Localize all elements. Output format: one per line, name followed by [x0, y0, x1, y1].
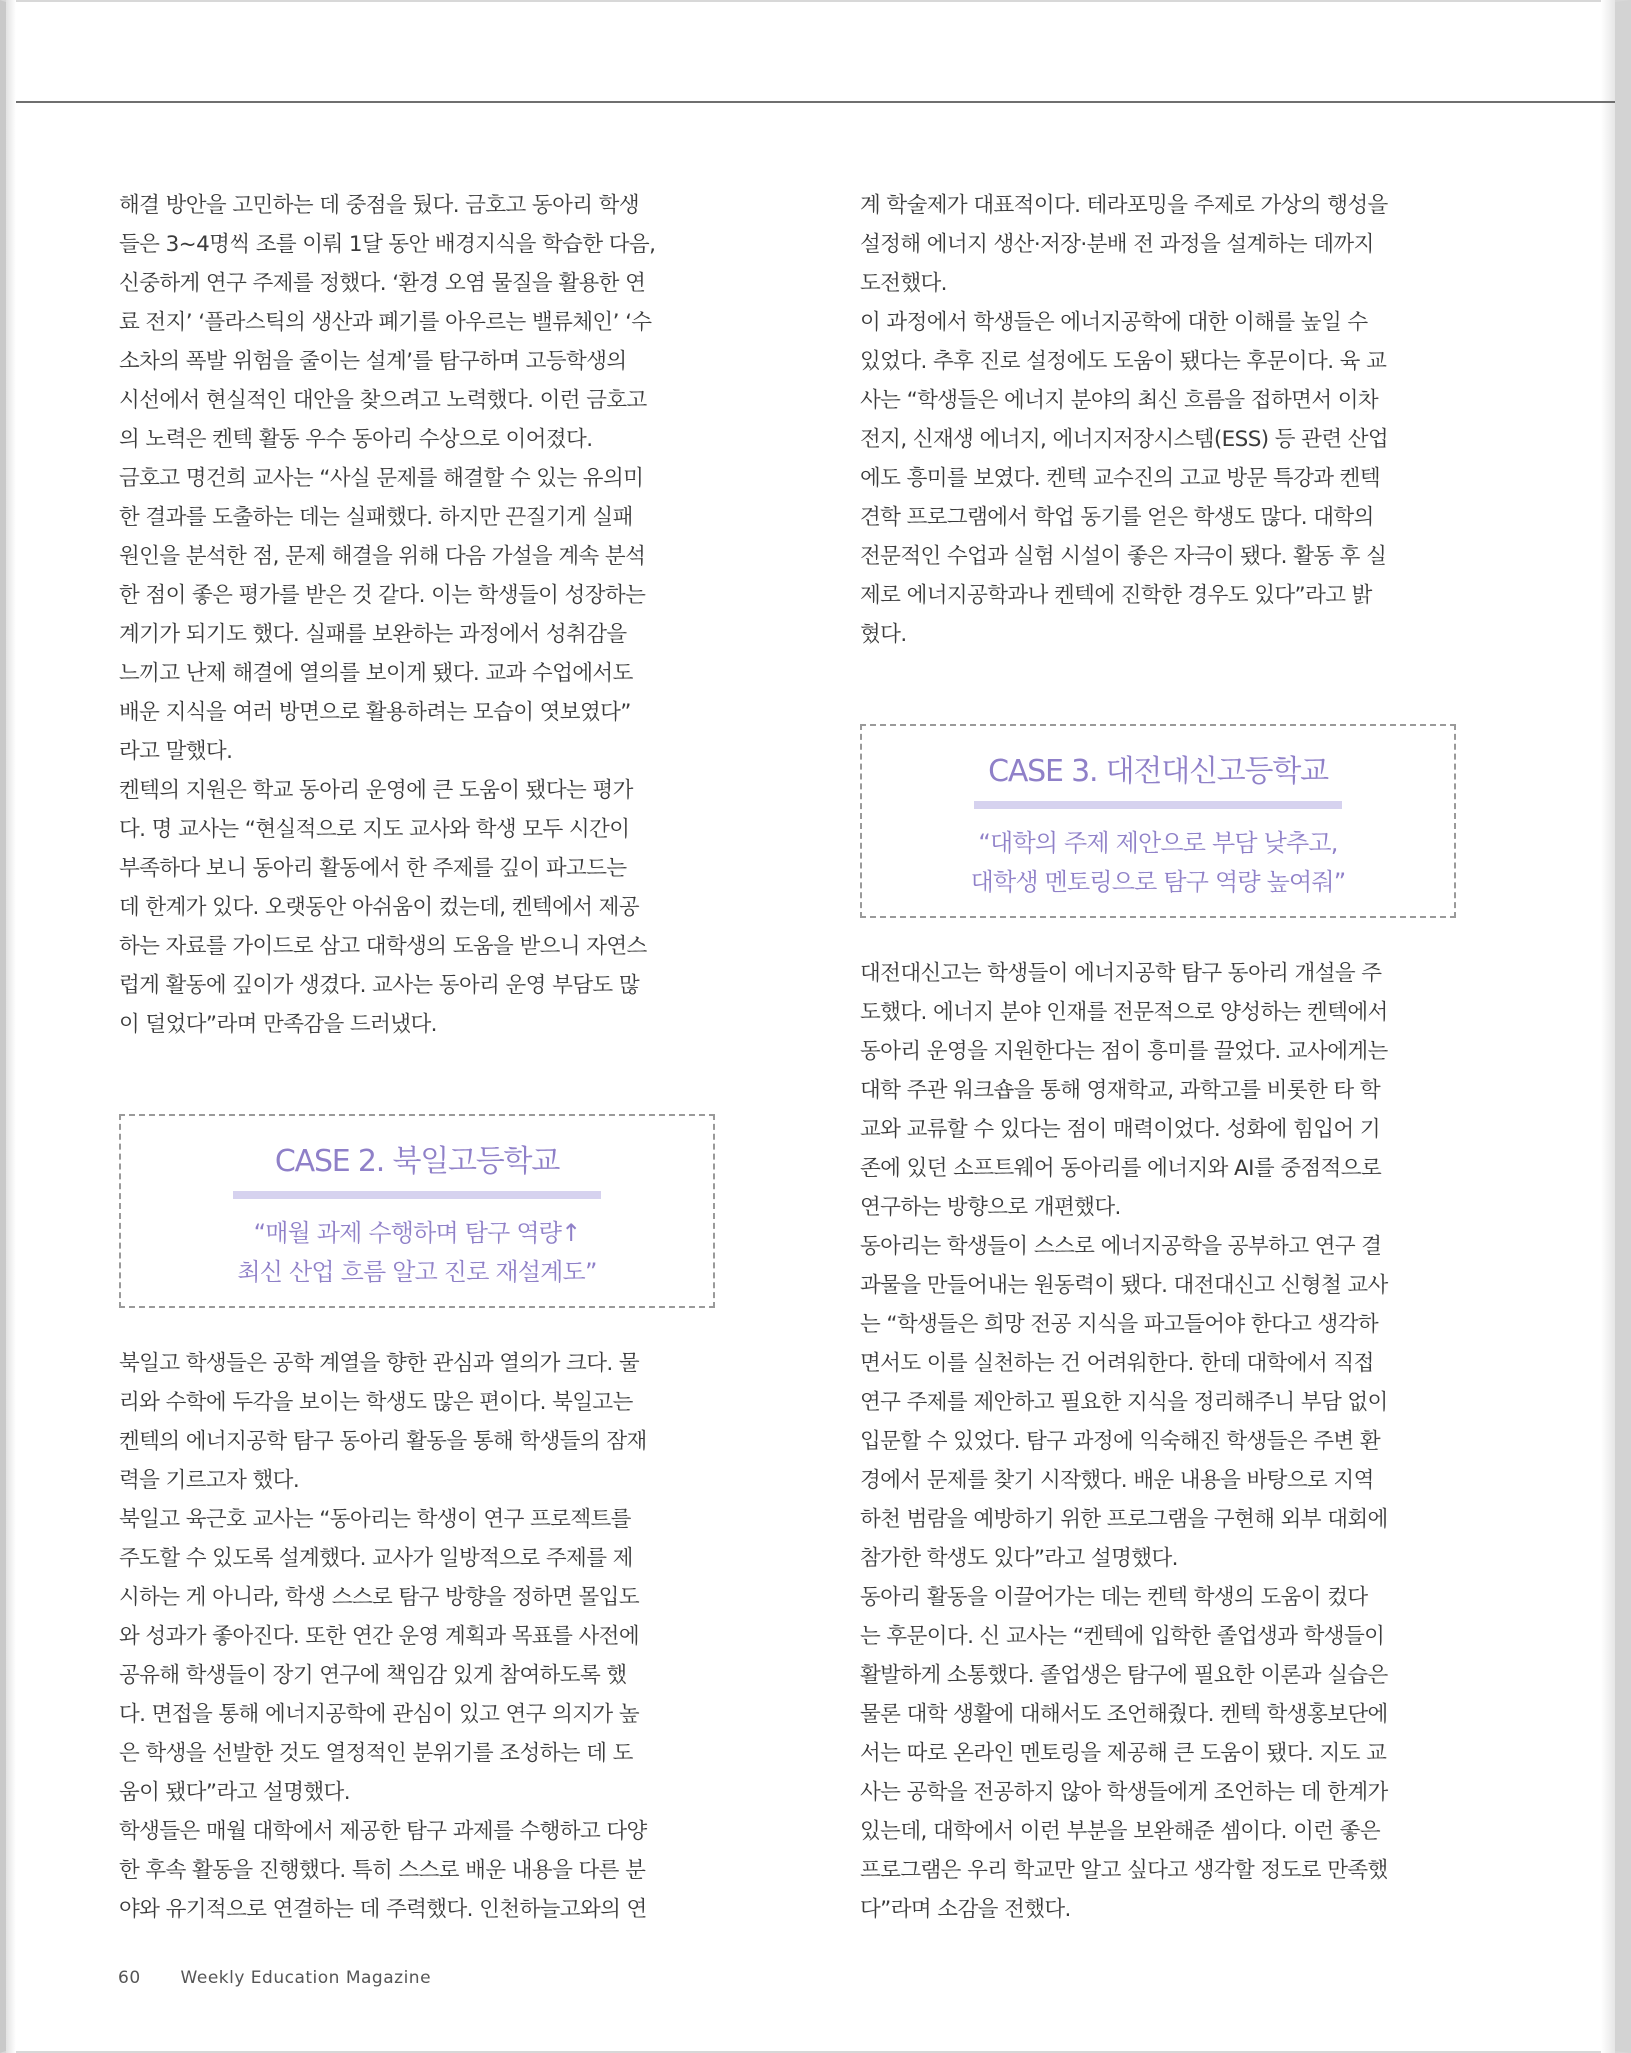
text-line: 는 “학생들은 희망 전공 지식을 파고들어야 한다고 생각하 — [860, 1312, 1379, 1337]
text-line: 면서도 이를 실천하는 건 어려워한다. 한데 대학에서 직접 — [860, 1351, 1374, 1376]
text-line: 이 덜었다”라며 만족감을 드러냈다. — [119, 1012, 437, 1037]
text-line: 다”라며 소감을 전했다. — [860, 1897, 1071, 1922]
text-line: 대전대신고는 학생들이 에너지공학 탐구 동아리 개설을 주 — [860, 961, 1382, 986]
case-3-subtitle-line-1: “대학의 주제 제안으로 부담 낮추고, — [978, 829, 1338, 857]
text-line: 있는데, 대학에서 이런 부분을 보완해준 셈이다. 이런 좋은 — [860, 1819, 1380, 1844]
text-line: 느끼고 난제 해결에 열의를 보이게 됐다. 교과 수업에서도 — [119, 661, 633, 686]
case-3-subtitle — [862, 824, 1454, 902]
text-line: 금호고 명건희 교사는 “사실 문제를 해결할 수 있는 유의미 — [119, 466, 644, 491]
text-line: 시선에서 현실적인 대안을 찾으려고 노력했다. 이런 금호고 — [119, 388, 647, 413]
text-line: 해결 방안을 고민하는 데 중점을 뒀다. 금호고 동아리 학생 — [119, 193, 639, 218]
left-column — [119, 186, 719, 1929]
page-edge-shadow-left — [6, 0, 16, 2053]
paragraph — [119, 1500, 719, 1812]
text-line: 연구하는 방향으로 개편했다. — [860, 1195, 1121, 1220]
header-rule — [16, 101, 1615, 103]
text-line: 력을 기르고자 했다. — [119, 1468, 300, 1493]
text-line: 존에 있던 소프트웨어 동아리를 에너지와 AI를 중점적으로 — [860, 1156, 1382, 1181]
case-3-box — [860, 724, 1456, 918]
text-line: 설정해 에너지 생산·저장·분배 전 과정을 설계하는 데까지 — [860, 232, 1374, 257]
magazine-name: Weekly Education Magazine — [180, 1968, 432, 1988]
text-line: 학생들은 매월 대학에서 제공한 탐구 과제를 수행하고 다양 — [119, 1819, 647, 1844]
case-2-subtitle-line-1: “매월 과제 수행하며 탐구 역량↑ — [253, 1219, 581, 1247]
text-line: 소차의 폭발 위험을 줄이는 설계’를 탐구하며 고등학생의 — [119, 349, 627, 374]
case-2-subtitle — [121, 1214, 713, 1292]
text-line: 있었다. 추후 진로 설정에도 도움이 됐다는 후문이다. 육 교 — [860, 349, 1387, 374]
text-line: 동아리 활동을 이끌어가는 데는 켄텍 학생의 도움이 컸다 — [860, 1585, 1368, 1610]
page-number: 60 — [118, 1968, 141, 1988]
text-line: 물론 대학 생활에 대해서도 조언해줬다. 켄텍 학생홍보단에 — [860, 1702, 1388, 1727]
text-line: 북일고 육근호 교사는 “동아리는 학생이 연구 프로젝트를 — [119, 1507, 631, 1532]
text-line: 럽게 활동에 깊이가 생겼다. 교사는 동아리 운영 부담도 많 — [119, 973, 639, 998]
case-2-subtitle-line-2: 최신 산업 흐름 알고 진로 재설계도” — [237, 1258, 597, 1286]
case-2-box — [119, 1114, 715, 1308]
text-line: 리와 수학에 두각을 보이는 학생도 많은 편이다. 북일고는 — [119, 1390, 633, 1415]
text-line: 시하는 게 아니라, 학생 스스로 탐구 방향을 정하면 몰입도 — [119, 1585, 639, 1610]
text-line: 배운 지식을 여러 방면으로 활용하려는 모습이 엿보였다” — [119, 700, 631, 725]
text-line: 는 후문이다. 신 교사는 “켄텍에 입학한 졸업생과 학생들이 — [860, 1624, 1385, 1649]
paragraph — [860, 1227, 1460, 1578]
text-line: 계 학술제가 대표적이다. 테라포밍을 주제로 가상의 행성을 — [860, 193, 1388, 218]
text-line: 경에서 문제를 찾기 시작했다. 배운 내용을 바탕으로 지역 — [860, 1468, 1374, 1493]
case-title-underline — [974, 801, 1342, 809]
text-line: 동아리 운영을 지원한다는 점이 흥미를 끌었다. 교사에게는 — [860, 1039, 1388, 1064]
text-line: 야와 유기적으로 연결하는 데 주력했다. 인천하늘고와의 연 — [119, 1897, 647, 1922]
text-line: 북일고 학생들은 공학 계열을 향한 관심과 열의가 크다. 물 — [119, 1351, 639, 1376]
text-line: 부족하다 보니 동아리 활동에서 한 주제를 깊이 파고드는 — [119, 856, 627, 881]
text-line: 참가한 학생도 있다”라고 설명했다. — [860, 1546, 1178, 1571]
text-line: 움이 됐다”라고 설명했다. — [119, 1780, 350, 1805]
text-line: 다. 면접을 통해 에너지공학에 관심이 있고 연구 의지가 높 — [119, 1702, 639, 1727]
case-3-subtitle-line-2: 대학생 멘토링으로 탐구 역량 높여줘” — [970, 868, 1346, 896]
text-line: 하천 범람을 예방하기 위한 프로그램을 구현해 외부 대회에 — [860, 1507, 1388, 1532]
text-line: 연구 주제를 제안하고 필요한 지식을 정리해주니 부담 없이 — [860, 1390, 1388, 1415]
text-line: 에도 흥미를 보였다. 켄텍 교수진의 고교 방문 특강과 켄텍 — [860, 466, 1380, 491]
text-line: 계기가 되기도 했다. 실패를 보완하는 과정에서 성취감을 — [119, 622, 627, 647]
text-line: 제로 에너지공학과나 켄텍에 진학한 경우도 있다”라고 밝 — [860, 583, 1372, 608]
paragraph — [860, 1578, 1460, 1929]
right-column — [860, 186, 1460, 1929]
text-line: 료 전지’ ‘플라스틱의 생산과 폐기를 아우르는 밸류체인’ ‘수 — [119, 310, 652, 335]
paragraph — [119, 1812, 719, 1929]
text-line: 한 결과를 도출하는 데는 실패했다. 하지만 끈질기게 실패 — [119, 505, 633, 530]
text-line: 도전했다. — [860, 271, 947, 296]
paragraph — [860, 303, 1460, 654]
text-line: 들은 3~4명씩 조를 이뤄 1달 동안 배경지식을 학습한 다음, — [119, 232, 656, 257]
case-title-underline — [233, 1191, 601, 1199]
text-line: 과물을 만들어내는 원동력이 됐다. 대전대신고 신형철 교사 — [860, 1273, 1388, 1298]
text-line: 신중하게 연구 주제를 정했다. ‘환경 오염 물질을 활용한 연 — [119, 271, 646, 296]
text-line: 혔다. — [860, 622, 907, 647]
text-line: 입문할 수 있었다. 탐구 과정에 익숙해진 학생들은 주변 환 — [860, 1429, 1380, 1454]
case-3-title: CASE 3. 대전대신고등학교 — [988, 754, 1328, 789]
page-footer — [118, 1968, 431, 1988]
text-line: 켄텍의 에너지공학 탐구 동아리 활동을 통해 학생들의 잠재 — [119, 1429, 647, 1454]
text-line: 은 학생을 선발한 것도 열정적인 분위기를 조성하는 데 도 — [119, 1741, 633, 1766]
text-line: 도했다. 에너지 분야 인재를 전문적으로 양성하는 켄텍에서 — [860, 1000, 1388, 1025]
text-line: 대학 주관 워크숍을 통해 영재학교, 과학고를 비롯한 타 학 — [860, 1078, 1380, 1103]
text-line: 원인을 분석한 점, 문제 해결을 위해 다음 가설을 계속 분석 — [119, 544, 646, 569]
text-line: 동아리는 학생들이 스스로 에너지공학을 공부하고 연구 결 — [860, 1234, 1382, 1259]
text-line: 사는 공학을 전공하지 않아 학생들에게 조언하는 데 한계가 — [860, 1780, 1388, 1805]
text-line: 주도할 수 있도록 설계했다. 교사가 일방적으로 주제를 제 — [119, 1546, 633, 1571]
case-2-title: CASE 2. 북일고등학교 — [274, 1144, 560, 1179]
text-line: 한 점이 좋은 평가를 받은 것 같다. 이는 학생들이 성장하는 — [119, 583, 646, 608]
paragraph — [119, 1344, 719, 1500]
text-line: 한 후속 활동을 진행했다. 특히 스스로 배운 내용을 다른 분 — [119, 1858, 646, 1883]
text-line: 사는 “학생들은 에너지 분야의 최신 흐름을 접하면서 이차 — [860, 388, 1379, 413]
text-line: 라고 말했다. — [119, 739, 233, 764]
text-line: 공유해 학생들이 장기 연구에 책임감 있게 참여하도록 했 — [119, 1663, 627, 1688]
paragraph — [860, 186, 1460, 303]
text-line: 와 성과가 좋아진다. 또한 연간 운영 계획과 목표를 사전에 — [119, 1624, 639, 1649]
text-line: 전지, 신재생 에너지, 에너지저장시스템(ESS) 등 관련 산업 — [860, 427, 1389, 452]
text-line: 견학 프로그램에서 학업 동기를 얻은 학생도 많다. 대학의 — [860, 505, 1374, 530]
paragraph — [119, 771, 719, 1044]
text-line: 활발하게 소통했다. 졸업생은 탐구에 필요한 이론과 실습은 — [860, 1663, 1388, 1688]
text-line: 켄텍의 지원은 학교 동아리 운영에 큰 도움이 됐다는 평가 — [119, 778, 633, 803]
text-line: 프로그램은 우리 학교만 알고 싶다고 생각할 정도로 만족했 — [860, 1858, 1388, 1883]
text-line: 이 과정에서 학생들은 에너지공학에 대한 이해를 높일 수 — [860, 310, 1368, 335]
text-line: 교와 교류할 수 있다는 점이 매력이었다. 성화에 힘입어 기 — [860, 1117, 1380, 1142]
paragraph — [119, 459, 719, 771]
paragraph — [860, 954, 1460, 1227]
page-edge-shadow-right — [1601, 0, 1615, 2053]
text-line: 전문적인 수업과 실험 시설이 좋은 자극이 됐다. 활동 후 실 — [860, 544, 1387, 569]
text-line: 의 노력은 켄텍 활동 우수 동아리 수상으로 이어졌다. — [119, 427, 593, 452]
text-line: 다. 명 교사는 “현실적으로 지도 교사와 학생 모두 시간이 — [119, 817, 630, 842]
text-line: 서는 따로 온라인 멘토링을 제공해 큰 도움이 됐다. 지도 교 — [860, 1741, 1387, 1766]
text-line: 하는 자료를 가이드로 삼고 대학생의 도움을 받으니 자연스 — [119, 934, 647, 959]
text-line: 데 한계가 있다. 오랫동안 아쉬움이 컸는데, 켄텍에서 제공 — [119, 895, 639, 920]
paragraph — [119, 186, 719, 459]
